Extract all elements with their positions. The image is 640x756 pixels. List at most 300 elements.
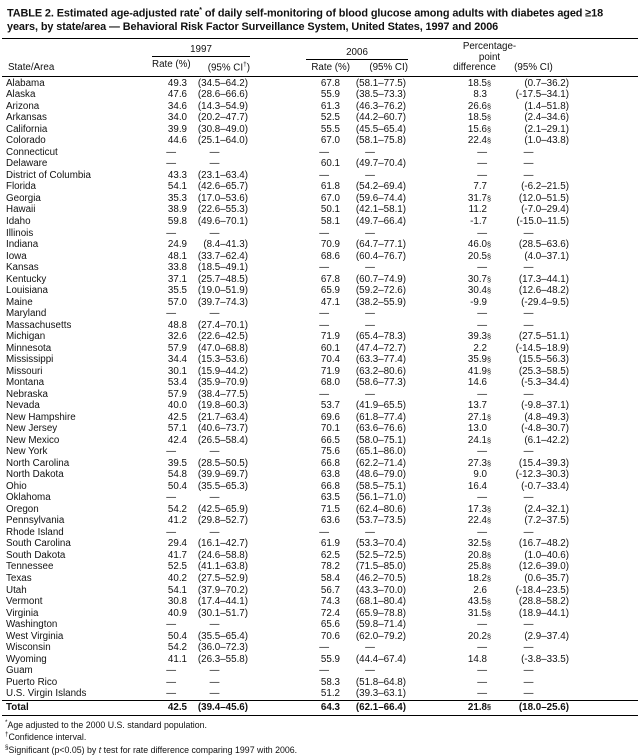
rate-2006: — <box>319 665 329 677</box>
ci-difference: (15.5–56.3) <box>518 354 569 366</box>
difference-number: 11.2 <box>468 204 487 216</box>
ci-difference: (-17.5–34.1) <box>515 89 569 101</box>
difference-number: 20.2 <box>467 630 487 642</box>
difference-value <box>406 677 494 689</box>
state-name: Wyoming <box>6 653 47 665</box>
difference-value <box>406 492 494 504</box>
difference-number: 14.8 <box>467 653 487 665</box>
difference-number: 22.4 <box>467 135 487 147</box>
significance-marker <box>487 423 494 435</box>
rate-1997: 41.2 <box>167 515 187 527</box>
ci-2006: (64.7–77.1) <box>355 239 406 251</box>
ci-1997: (26.3–55.8) <box>197 653 248 665</box>
table-row <box>0 446 640 458</box>
difference-number: — <box>477 526 487 538</box>
difference-value <box>406 389 494 401</box>
difference-number: — <box>477 619 487 631</box>
rate-2006: 66.8 <box>320 480 340 492</box>
ci-2006: (39.3–63.1) <box>355 688 406 700</box>
ci-2006: (49.7–66.4) <box>355 216 406 227</box>
significance-marker <box>487 654 494 666</box>
difference-number: 8.3 <box>473 89 487 101</box>
rate-2006: 52.5 <box>320 112 340 124</box>
table-row <box>0 469 640 481</box>
ci-difference: — <box>523 619 534 631</box>
rate-2006: 67.0 <box>320 192 340 204</box>
difference-number: 2.2 <box>473 342 487 354</box>
ci-2006: (59.6–74.4) <box>355 192 406 204</box>
table-row <box>0 354 640 366</box>
state-name: Kansas <box>6 262 39 274</box>
rate-2006: 67.8 <box>320 273 340 285</box>
ci-2006: — <box>365 388 375 400</box>
rate-2006: — <box>319 227 329 239</box>
difference-value <box>406 204 494 216</box>
rate-2006: — <box>319 388 329 400</box>
rate-1997: 44.6 <box>167 135 187 147</box>
ci-difference: (4.0–37.1) <box>524 250 569 262</box>
column-group-percentage-point-difference <box>408 42 571 74</box>
significance-marker <box>487 204 494 216</box>
table-row <box>0 550 640 562</box>
significance-marker <box>487 677 494 689</box>
significance-marker <box>487 297 494 309</box>
difference-number: — <box>477 319 487 331</box>
rate-2006: 71.9 <box>320 365 340 377</box>
difference-value <box>406 101 494 113</box>
ci-2006: (58.0–75.1) <box>355 434 406 446</box>
rate-2006: 70.4 <box>320 354 340 366</box>
difference-number: — <box>477 665 487 677</box>
ci-1997: (40.6–73.7) <box>197 423 248 435</box>
ci-2006: (68.1–80.4) <box>355 596 406 608</box>
table-row <box>0 435 640 447</box>
ci-difference: — <box>523 676 534 688</box>
rate-2006: 63.5 <box>320 492 340 504</box>
ci-1997: (15.3–53.6) <box>197 354 248 366</box>
column-header-ci-1997: (95% CI†) <box>207 60 250 73</box>
table-row <box>0 423 640 435</box>
column-header-state-area: State/Area <box>8 61 55 73</box>
significance-marker <box>487 343 494 355</box>
ci-1997: (26.5–58.4) <box>197 434 248 446</box>
significance-marker <box>487 400 494 412</box>
ci-2006: (48.6–79.0) <box>355 469 406 481</box>
significance-marker <box>487 158 494 170</box>
ci-2006: (51.8–64.8) <box>355 676 406 688</box>
footnote-text: Age adjusted to the 2000 U.S. standard population. <box>7 719 207 730</box>
rate-2006: — <box>319 169 329 181</box>
difference-number: — <box>477 446 487 458</box>
state-name: Georgia <box>6 192 41 204</box>
ci-difference: (4.8–49.3) <box>524 411 569 423</box>
difference-value <box>406 515 494 527</box>
difference-value <box>406 377 494 389</box>
table-row <box>0 688 640 700</box>
difference-number: — <box>477 169 487 181</box>
table-row <box>0 158 640 170</box>
rate-1997: 39.9 <box>167 123 187 135</box>
table-row <box>0 112 640 124</box>
ci-difference: (25.3–58.5) <box>518 365 569 377</box>
difference-number: 35.9 <box>467 354 487 366</box>
ci-1997: (47.0–68.8) <box>197 342 248 354</box>
ci-2006: (53.7–73.5) <box>355 515 406 527</box>
state-name: New Hampshire <box>6 411 76 423</box>
state-name: New Jersey <box>6 423 58 435</box>
difference-value <box>406 654 494 666</box>
column-header-difference: difference <box>453 62 496 74</box>
difference-value <box>406 561 494 573</box>
dagger-footnote-marker: † <box>243 60 247 68</box>
table-row <box>0 619 640 631</box>
footnote-text-post: test for rate difference comparing 1997 with 2006. <box>101 745 298 756</box>
pct-header-line1: Percentage- <box>462 41 517 53</box>
state-name: South Carolina <box>6 538 71 550</box>
significance-marker <box>487 228 494 240</box>
difference-number: 46.0 <box>467 239 487 251</box>
ci-difference: (-6.2–21.5) <box>521 181 569 193</box>
difference-value <box>406 343 494 355</box>
difference-number: — <box>477 688 487 700</box>
rate-2006: 67.8 <box>320 77 340 89</box>
ci-difference: (-5.3–34.4) <box>521 377 569 389</box>
significance-marker: § <box>487 550 491 560</box>
significance-marker: § <box>487 608 491 618</box>
state-name: Total <box>6 701 29 713</box>
rate-1997: 34.0 <box>167 112 187 124</box>
significance-marker <box>487 527 494 539</box>
difference-value <box>406 262 494 274</box>
ci-difference: (1.4–51.8) <box>524 100 569 112</box>
difference-value <box>406 181 494 193</box>
state-name: Idaho <box>6 216 31 227</box>
difference-value <box>406 158 494 170</box>
table-row <box>0 274 640 286</box>
ci-1997: (39.9–69.7) <box>197 469 248 481</box>
ci-2006: (58.1–77.5) <box>355 77 406 89</box>
ci-2006: (58.6–77.3) <box>355 377 406 389</box>
rate-1997: 30.8 <box>167 596 187 608</box>
state-name: North Dakota <box>6 469 64 481</box>
ci-1997: — <box>209 526 220 538</box>
ci-difference: (15.4–39.3) <box>518 457 569 469</box>
state-name: Washington <box>6 619 58 631</box>
difference-value <box>406 631 494 643</box>
ci-difference: (-7.0–29.4) <box>521 204 569 216</box>
ci-1997: (27.5–52.9) <box>197 572 248 584</box>
table-row <box>0 642 640 654</box>
table-row <box>0 527 640 539</box>
table-row <box>0 389 640 401</box>
significance-marker <box>487 320 494 332</box>
rate-1997: — <box>166 492 176 504</box>
footnote-text: Significant (p<0.05) by <box>8 745 99 756</box>
rate-2006: 65.6 <box>320 619 340 631</box>
significance-marker: § <box>487 458 491 468</box>
ci-difference: (2.4–32.1) <box>524 503 569 515</box>
group-label-2006: 2006 <box>306 47 408 60</box>
ci-difference: — <box>523 262 534 274</box>
difference-value <box>406 423 494 435</box>
difference-number: 18.2 <box>467 572 487 584</box>
state-name: Rhode Island <box>6 526 64 538</box>
rate-2006: 61.3 <box>320 100 340 112</box>
difference-value <box>406 78 494 90</box>
ci-2006: (65.4–78.3) <box>355 331 406 343</box>
difference-value <box>406 701 494 715</box>
significance-marker <box>487 216 494 228</box>
ci-difference: (1.0–40.6) <box>524 549 569 561</box>
table-row <box>0 78 640 90</box>
difference-number: 25.8 <box>467 561 487 573</box>
rate-1997: 38.9 <box>167 204 187 216</box>
difference-number: — <box>477 388 487 400</box>
rate-1997: 34.6 <box>167 100 187 112</box>
state-name: Kentucky <box>6 273 47 285</box>
rate-2006: 71.5 <box>320 503 340 515</box>
ci-difference: (7.2–37.5) <box>524 515 569 527</box>
ci-1997: (34.5–64.2) <box>197 77 248 89</box>
state-name: Mississippi <box>6 354 54 366</box>
ci-1997: (14.3–54.9) <box>197 100 248 112</box>
ci-1997: (19.8–60.3) <box>197 400 248 412</box>
state-name: Utah <box>6 584 27 596</box>
significance-marker <box>487 492 494 504</box>
difference-value <box>406 308 494 320</box>
difference-number: 22.4 <box>467 515 487 527</box>
ci-1997: (35.5–65.4) <box>197 630 248 642</box>
table-row <box>0 170 640 182</box>
ci-2006: (62.0–79.2) <box>355 630 406 642</box>
significance-marker <box>487 89 494 101</box>
table-row <box>0 147 640 159</box>
ci-difference: — <box>523 227 534 239</box>
rate-2006: 53.7 <box>320 400 340 412</box>
rate-2006: 70.6 <box>320 630 340 642</box>
rate-1997: 49.3 <box>167 77 187 89</box>
ci-2006: — <box>365 308 375 320</box>
difference-number: — <box>477 676 487 688</box>
significance-marker: § <box>487 274 491 284</box>
rate-1997: 54.2 <box>167 642 187 654</box>
state-name: Vermont <box>6 596 43 608</box>
difference-value <box>406 435 494 447</box>
rate-2006: 51.2 <box>320 688 340 700</box>
difference-value <box>406 124 494 136</box>
table-row <box>0 596 640 608</box>
difference-number: — <box>477 642 487 654</box>
rate-1997: 37.1 <box>167 273 187 285</box>
footnote <box>5 730 640 743</box>
ci-difference: (-15.0–11.5) <box>516 216 569 227</box>
state-name: Tennessee <box>6 561 54 573</box>
table-row <box>0 101 640 113</box>
table-row <box>0 251 640 263</box>
difference-value <box>406 354 494 366</box>
table-row <box>0 124 640 136</box>
footnote-marker: § <box>5 744 9 752</box>
rate-1997: 39.5 <box>167 457 187 469</box>
significance-marker: § <box>487 240 491 250</box>
footnote-italic: t <box>98 745 102 756</box>
ci-difference: — <box>523 665 534 677</box>
difference-value <box>406 550 494 562</box>
ci-difference: (27.5–51.1) <box>518 331 569 343</box>
ci-1997: (41.1–63.8) <box>197 561 248 573</box>
difference-value <box>406 251 494 263</box>
rate-1997: 48.1 <box>167 250 187 262</box>
significance-marker: § <box>487 412 491 422</box>
rate-2006: 65.9 <box>320 285 340 297</box>
difference-number: 9.0 <box>473 469 487 481</box>
table-row <box>0 608 640 620</box>
difference-number: 18.5 <box>467 77 487 89</box>
rate-1997: 50.4 <box>167 480 187 492</box>
ci-2006: (56.1–71.0) <box>355 492 406 504</box>
difference-number: 15.6 <box>467 123 487 135</box>
significance-marker <box>487 585 494 597</box>
rate-2006: 62.5 <box>320 549 340 561</box>
state-name: Montana <box>6 377 45 389</box>
ci-difference: (-14.5–18.9) <box>515 342 569 354</box>
table-row <box>0 481 640 493</box>
state-name: North Carolina <box>6 457 70 469</box>
difference-number: — <box>477 262 487 274</box>
rate-2006: 70.9 <box>320 239 340 251</box>
ci-difference: (18.0–25.6) <box>518 701 569 713</box>
rate-1997: — <box>166 158 176 170</box>
table-row <box>0 631 640 643</box>
rate-2006: 68.6 <box>320 250 340 262</box>
table-row <box>0 665 640 677</box>
table-total-row <box>0 701 640 715</box>
rate-1997: 43.3 <box>167 169 187 181</box>
ci-difference: (17.3–44.1) <box>518 273 569 285</box>
state-name: West Virginia <box>6 630 64 642</box>
rate-1997: 35.3 <box>167 192 187 204</box>
footnote-marker: † <box>5 731 9 739</box>
rate-2006: 58.4 <box>320 572 340 584</box>
state-name: Nevada <box>6 400 40 412</box>
ci-2006: — <box>365 526 375 538</box>
rate-1997: — <box>166 446 176 458</box>
state-name: Oklahoma <box>6 492 51 504</box>
state-name: Arizona <box>6 100 40 112</box>
rate-1997: 41.1 <box>167 653 187 665</box>
ci-2006: — <box>365 319 375 331</box>
rate-1997: 33.8 <box>167 262 187 274</box>
difference-value <box>406 216 494 228</box>
rate-1997: — <box>166 227 176 239</box>
significance-marker: § <box>487 101 491 111</box>
significance-marker <box>487 665 494 677</box>
state-name: Pennsylvania <box>6 515 65 527</box>
difference-value <box>406 400 494 412</box>
difference-number: -9.9 <box>470 296 487 308</box>
table-row <box>0 412 640 424</box>
ci-difference: — <box>523 158 534 170</box>
significance-marker <box>487 308 494 320</box>
ci-2006: — <box>365 665 375 677</box>
ci-2006: (63.3–77.4) <box>355 354 406 366</box>
significance-marker: § <box>487 251 491 261</box>
state-name: Nebraska <box>6 388 48 400</box>
ci-1997: (19.0–51.9) <box>197 285 248 297</box>
difference-number: 18.5 <box>467 112 487 124</box>
ci-1997: — <box>209 619 220 631</box>
rate-2006: 72.4 <box>320 607 340 619</box>
column-group-2006 <box>250 47 408 74</box>
difference-value <box>406 458 494 470</box>
state-name: Connecticut <box>6 146 58 158</box>
difference-value <box>406 170 494 182</box>
table-row <box>0 677 640 689</box>
ci-2006: (61.8–77.4) <box>355 411 406 423</box>
significance-marker <box>487 619 494 631</box>
rate-1997: 40.0 <box>167 400 187 412</box>
difference-value <box>406 89 494 101</box>
ci-2006: (62.4–80.6) <box>355 503 406 515</box>
significance-marker: § <box>487 113 491 123</box>
ci-difference: (0.6–35.7) <box>524 572 569 584</box>
rate-2006: 78.2 <box>320 561 340 573</box>
state-name: New York <box>6 446 48 458</box>
table-header <box>2 39 638 77</box>
rate-2006: — <box>319 262 329 274</box>
table-row <box>0 492 640 504</box>
table-row <box>0 285 640 297</box>
table-row <box>0 515 640 527</box>
difference-number: 30.7 <box>467 273 487 285</box>
ci-2006: (63.6–76.6) <box>355 423 406 435</box>
difference-number: — <box>477 308 487 320</box>
rate-1997: — <box>166 688 176 700</box>
ci-1997: (28.6–66.6) <box>197 89 248 101</box>
state-name: Iowa <box>6 250 27 262</box>
rate-1997: 35.5 <box>167 285 187 297</box>
significance-marker <box>487 262 494 274</box>
rate-1997: 40.2 <box>167 572 187 584</box>
ci-1997: (28.5–50.5) <box>197 457 248 469</box>
difference-value <box>406 193 494 205</box>
difference-number: 24.1 <box>467 434 487 446</box>
table-row <box>0 89 640 101</box>
difference-number: 32.5 <box>467 538 487 550</box>
rate-1997: 53.4 <box>167 377 187 389</box>
ci-1997: (39.4–45.6) <box>197 701 248 713</box>
footnote-text: Confidence interval. <box>8 732 87 743</box>
rate-1997: 57.9 <box>167 388 187 400</box>
ci-2006: (52.5–72.5) <box>355 549 406 561</box>
rate-2006: 68.0 <box>320 377 340 389</box>
title-asterisk: * <box>199 7 202 14</box>
rate-1997: 29.4 <box>167 538 187 550</box>
ci-difference: (28.5–63.6) <box>518 239 569 251</box>
ci-2006: (49.7–70.4) <box>355 158 406 170</box>
ci-1997: (25.7–48.5) <box>197 273 248 285</box>
ci-2006: (44.4–67.4) <box>355 653 406 665</box>
difference-number: — <box>477 227 487 239</box>
rate-2006: 55.5 <box>320 123 340 135</box>
ci-difference: — <box>523 388 534 400</box>
table-row <box>0 504 640 516</box>
ci-1997: — <box>209 676 220 688</box>
ci-difference: (-4.8–30.7) <box>521 423 569 435</box>
state-name: New Mexico <box>6 434 60 446</box>
ci-difference: (-9.8–37.1) <box>521 400 569 412</box>
significance-marker <box>487 147 494 159</box>
